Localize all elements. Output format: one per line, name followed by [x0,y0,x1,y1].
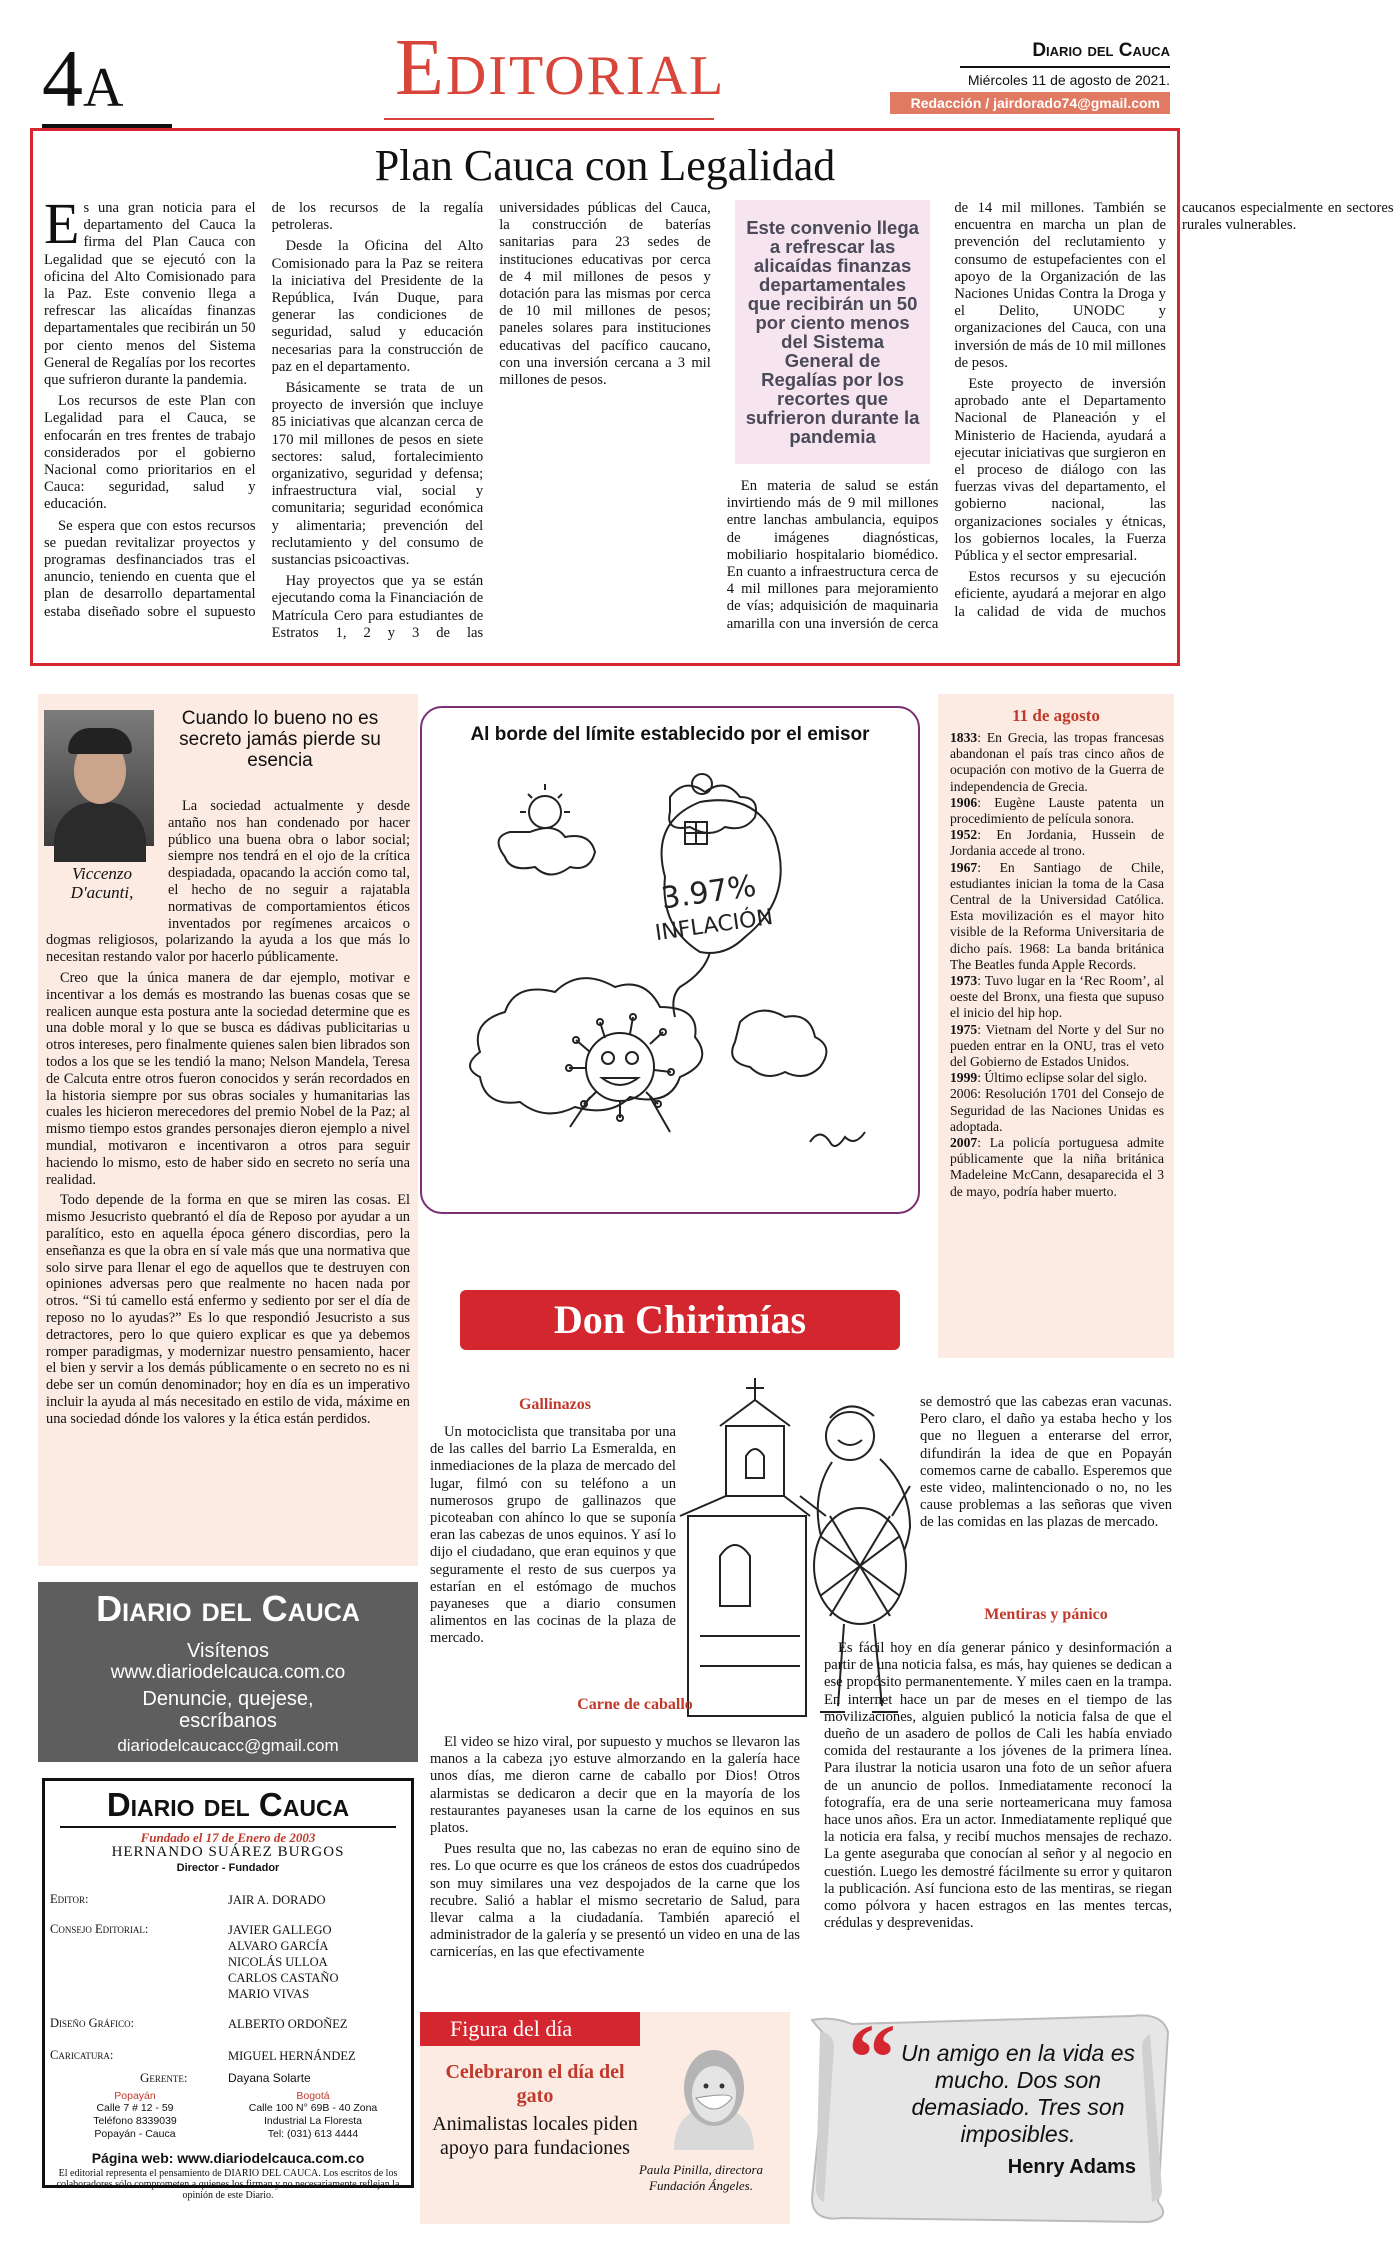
masthead-disclaimer: El editorial representa el pensamiento de DIARIO DEL CAUCA. Los escritos de los colaboradores sólo comprometen a quienes los firman y no necesariamente reflejan la opinión de este Diario. [56,2168,400,2201]
masthead-website[interactable]: Página web: www.diariodelcauca.com.co [91,2150,365,2166]
efemeride-item: 2007: La policía portuguesa admite públicamente que la niña británica Madeleine McCann, desaparecida el 3 de mayo, podría haber muerto. [950,1135,1164,1199]
editorial-pullquote: Este convenio llega a refrescar las alicaídas finanzas departamentales que recibirán un 50 por ciento menos del Sistema General de Regalías por los recortes que sufrieron durante la pandemia [735,200,931,464]
role-label-diseno: Diseño Gráfico: [50,2016,135,2030]
masthead-brand: Diario del Cauca [106,1786,350,1823]
gerente-name: Dayana Solarte [228,2071,311,2085]
opinion-body [46,798,410,1431]
efemerides-title: 11 de agosto [1012,706,1100,725]
figura-caption: Paula Pinilla, directora Fundación Ángeles. [638,2162,764,2193]
efemeride-item: 1906: Eugène Lauste patenta un procedimiento de película sonora. [950,794,1164,827]
page-suffix: A [83,57,124,119]
role-label-caricatura: Caricatura: [50,2048,114,2062]
efemeride-item: 1999: Último eclipse solar del siglo. [950,1070,1148,1086]
efemeride-item: 1975: Vietnam del Norte y del Sur no pueden entrar en la ONU, tras el veto del Gobierno de Estados Unidos. [950,1021,1164,1070]
mentiras-text: Es fácil hoy en día generar pánico y desinformación a partir de una noticia falsa, es más, hay quienes se dedican a ese propósito permanentemente. Y miles caen en la trampa. En internet hace un par de meses en el tiempo de las movilizaciones, alguien publicó la noticia falsa de que el dueño de un asadero de pollos de Cali les había enviado comida del restaurante a los jóvenes de la primera línea. Para ilustrar la noticia usaron una foto de un señor afuera de un anuncio de pollos. Inmediatamente reconocí la fotografía, era de una serie norteamericana muy famosa hace unos años. Era un actor. Inmediatamente repliqué que la noticia era falsa, y recibí muchos mensajes de rechazo. La gente aseguraba que conocían al señor y al negocio en cuestión. Luego les demostré fácilmente su error y quitaron la publicación. Así funciona esto de las mentiras, se riegan como pólvora y hacen estragos en las mentes tercas, crédulas y desprevenidas. [824,1640,1172,1932]
efemeride-item: 2006: Resolución 1701 del Consejo de Seguridad de las Naciones Unidas es adoptada. [950,1086,1164,1134]
mentiras-subtitle: Mentiras y pánico [984,1606,1108,1623]
gallinazos-subtitle: Gallinazos [518,1396,591,1413]
role-name: NICOLÁS ULLOA [228,1955,328,1969]
gallinazos-text: Un motociclista que transitaba por una de las calles del barrio La Esmeralda, en inmediaciones de la plaza de mercado del lugar, filmó con su teléfono a un numerosos grupo de gallinazos que picoteaban con ahínco lo que se suponía eran las cabezas de unos equinos. Y así lo dijo el ciudadano, que eran equinos y que seguramente el resto de sus cuerpos ya estarían en el estómago de muchos payaneses que a diario consumen alimentos en las cocinas de la plaza de mercado. [430,1424,676,1647]
figura-headline: Celebraron el día del gato [445,2061,625,2107]
chirimias-continuation: se demostró que las cabezas eran vacunas. Pero claro, el daño ya estaba hecho y los que no lleguen a enterarse del error, difundirán la idea de que en Popayán comemos carne de caballo. Esperemos que este video, malintencionado o no, no les cause problemas a las señoras que viven de las comidas en las plazas de mercado. [920,1394,1172,1531]
masthead-rule [60,1826,396,1828]
carne-caballo-subtitle: Carne de caballo [577,1696,693,1713]
role-name: JAIR A. DORADO [228,1893,326,1907]
balloon-percentage: 3.97% [659,868,759,917]
ad-visit-label: Visítenos [187,1640,269,1662]
masthead-founder: HERNANDO SUÁREZ BURGOS [111,1844,345,1860]
contact-email-bar[interactable]: Redacción / jairdorado74@gmail.com [890,92,1170,114]
editorial-paragraph: Este proyecto de inversión aprobado ante el Departamento Nacional de Planeación y el Ministerio de Hacienda, ayudará a ejecutar iniciativas que surgieron en el proceso de diálogo con las fuerzas vivas del departamento, el gobierno nacional, las organizaciones sociales y étnicas, los gobiernos locales, la Fuerza Pública y el sector empresarial. [954,376,1166,565]
editorial-body [44,191,1394,648]
role-name: ALBERTO ORDOÑEZ [228,2017,348,2031]
section-title: Editorial [395,24,726,112]
efemerides-list [950,730,1164,1200]
role-name: JAVIER GALLEGO [228,1923,332,1937]
role-name: CARLOS CASTAÑO [228,1971,339,1985]
role-name: MARIO VIVAS [228,1987,310,2001]
editorial-paragraph: Estos recursos y su ejecución eficiente, ayudará a mejorar en algo la calidad de vida de muchos caucanos especialmente en sectores rurales vulnerables. [954,200,1394,620]
quote-author: Henry Adams [1007,2156,1136,2178]
ad-website-link[interactable]: www.diariodelcauca.com.co [110,1662,346,1683]
gerente-label: Gerente: [140,2070,188,2085]
editorial-paragraph: Hay proyectos que ya se están ejecutando coma la Financiación de Matrícula Cero para estudiantes de Estratos 1, 2 y 3 de las universidades públicas del Cauca, la construcción de baterías sanitarias para 23 sedes de instituciones educativas por cerca de 4 mil millones de pesos y dotación para las mismas por cerca de 10 mil millones de pesos; paneles solares para instituciones educativas del pacífico caucano, con una inversión cercana a 3 mil millones de pesos. [271,200,711,641]
don-chirimias-title: Don Chirimías [553,1297,807,1342]
editorial-paragraph: En materia de salud se están invirtiendo más de 9 mil millones entre lanchas ambulancia, equipos de imágenes diagnósticas, mobiliario hospitalario biomédico. En cuanto a infraestructura cerca de 4 mil millones para mejoramiento de vías; adquisición de maquinaria amarilla con una inversión de cerca de 14 mil millones. También se encuentra en marcha un plan de prevención del reclutamiento y consumo de estupefacientes con el apoyo de la Organización de las Naciones Unidas Contra la Droga y el Delito, UNODC y organizaciones del Cauca, con una inversión de más de 10 mil millones de pesos. [726,200,1166,632]
figura-body: Animalistas locales piden apoyo para fundaciones [432,2113,638,2159]
efemeride-item: 1833: En Grecia, las tropas francesas abandonan el país tras cinco años de ocupación con motivo de la Guerra de independencia de Grecia. [950,730,1164,794]
carne-caballo-text: El video se hizo viral, por supuesto y muchos se llevaron las manos a la cabeza ¡yo estuve almorzando en la galería hace unos días, me dieron carne de caballo por Dios! Otros alarmistas se dedicaron a decir que en la mayoría de los restaurantes payaneses usan la carne de los equinos en sus platos. Pues resulta que no, las cabezas no eran de equino sino de res. Lo que ocurre es que los cráneos de estos dos cuadrúpedos son muy similares una vez despojados de la carne que los recubre. Salió a hablar el mismo secretario de Salud, para llevar calma a la ciudadanía. También apareció el administrador de la galería y se presentó un video en una de las carnicerías, en las que efectivamente [430,1734,800,1961]
editorial-paragraph: Es una gran noticia para el departamento del Cauca la firma del Plan Cauca con Legalidad que se ejecutó con la oficina del Alto Comisionado para la Paz. Este convenio llega a refrescar las alicaídas finanzas departamentales que recibirán un 50 por ciento menos del Sistema General de Regalías por los recortes que sufrieron durante la pandemia. [44,191,256,389]
masthead-founder-role: Director - Fundador [176,1862,280,1874]
quote-mark-icon: “ [848,2004,896,2111]
balloon-label: INFLACIÓN [653,904,775,947]
figura-portrait-photo [650,2040,778,2150]
office-bogota: Bogotá Calle 100 N° 69B - 40 Zona Industrial La Floresta Tel: (031) 613 4444 [248,2090,378,2140]
page-number: 4A [42,33,124,124]
ad-email-link[interactable]: diariodelcaucacc@gmail.com [117,1736,339,1755]
section-underline [384,118,714,120]
ad-brand: Diario del Cauca [96,1588,360,1629]
header-brand: Diario del Cauca [1032,40,1170,61]
opinion-author: Viccenzo D'acunti, [70,864,134,902]
editorial-paragraph: Los recursos de este Plan con Legalidad para el Cauca, se enfocarán en tres frentes de trabajo considerados por el gobierno Nacional como prioritarios en el Cauca: seguridad, salud y educación. [44,393,256,513]
opinion-paragraph: Creo que la única manera de dar ejemplo, motivar e incentivar a los demás es mostrando las buenas cosas que se realicen aunque esta postura ante la sociedad determine que es una doble moral y lo que se busca es dádivas publicitarias u otros intereses, pero finalmente quienes salen bien librados son todos a los que se les tendió la mano; Nelson Mandela, Teresa de Calcuta entre otros fueron conocidos y serán recordados en la historia siempre por sus obras sociales y humanitarias las cuales les hicieron merecedores del premio Nobel de la Paz; al mismo tiempo estos grandes personajes dieron ejemplo a nivel mundial, motivaron e incentivaron a otros para seguir haciendo lo mismo, esto de haber sido en secreto no sería una realidad. [46,969,410,1188]
efemeride-item: 1952: En Jordania, Hussein de Jordania accede al trono. [950,827,1164,859]
editorial-paragraph: Desde la Oficina del Alto Comisionado para la Paz se reitera la iniciativa del Presidente de la República, Iván Duque, para generar las condiciones de seguridad, salud y educación necesarias para la construcción de paz en el departamento. [271,238,484,375]
ad-denounce-text: Denuncie, quejese, escríbanos [142,1688,314,1732]
drop-cap: E [44,191,80,256]
issue-date: Miércoles 11 de agosto de 2021. [967,72,1170,88]
efemeride-item: 1973: Tuvo lugar en la ‘Rec Room’, al oeste del Bronx, una fiesta que supuso el inicio del hip hop. [950,973,1164,1021]
efemeride-item: 1967: En Santiago de Chile, estudiantes inician la toma de la Casa Central de la Universidad Católica. Esta movilización es el mayor hito visible de la Reforma Universitaria de dicho país. 1968: La banda británica The Beatles funda Apple Records. [950,859,1164,972]
role-label-consejo: Consejo Editorial: [50,1922,149,1936]
role-name: ALVARO GARCÍA [228,1939,329,1953]
cartoon-title: Al borde del límite establecido por el emisor [470,724,870,745]
opinion-paragraph: La sociedad actualmente y desde antaño nos han condenado por hacer público una buena obra o labor social; siempre nos tendrá en el ojo de la crítica despiadada, opacando la acción como tal, el hecho de no seguir a rajatabla normativas de comportamientos éticos inventados por regímenes arcaicos o dogmas religiosos, polarizando la ayuda a los que más lo necesitan restando valor por hacerlo públicamente. [46,798,410,966]
role-label-editor: Editor: [50,1892,89,1906]
editorial-title: Plan Cauca con Legalidad [374,141,836,190]
header-brand-rule [960,66,1170,68]
inflation-cartoon-illustration [440,752,900,1204]
role-name: MIGUEL HERNÁNDEZ [228,2049,356,2063]
editorial-paragraph: Se espera que con estos recursos se puedan revitalizar proyectos y programas desfinanciados tras el anuncio, teniendo en cuenta que el plan de desarrollo departamental estaba diseñado sobre el supuesto de los recursos de la regalía petroleras. [44,200,484,620]
quote-text: Un amigo en la vida es mucho. Dos son demasiado. Tres son imposibles. [901,2040,1135,2147]
opinion-title: Cuando lo bueno no es secreto jamás pierde su esencia [179,708,381,771]
masthead-founded: Fundado el 17 de Enero de 2003 [140,1830,316,1845]
opinion-paragraph: Todo depende de la forma en que se miren las cosas. El mismo Jesucristo quebrantó el día de Reposo por ayudar a un paralítico, esto en aquella época género discordias, pero la enseñanza es que la obra en sí vale más que una normativa que solo sirve para llenar el ego de aquellos que te destruyen con opiniones adversas pero que realmente no hacen nada por otros. “Si tú camello está enfermo y sediento por ser el día de reposo no lo ayudas?” Es lo que respondió Jesucristo a sus detractores, pero lo que quiero explicar es que ya debemos romper paradigmas, y modernizar nuestro pensamiento, hacer el bien y servir a los demás públicamente o en secreto no es ni debe ser un común denominador; hoy en día es un imperativo incluir la ayuda al más necesitado en estilo de vida, máxime en una sociedad dónde los valores y la ética están perdidos. [46,1192,410,1427]
editorial-paragraph: Básicamente se trata de un proyecto de inversión que incluye 85 iniciativas que alcanzan cerca de 170 mil millones de pesos en siete sectores: salud, fortalecimiento organizativo, seguridad y defensa; infraestructura vial, social y comunitaria; seguridad económica y alimentaria; prevención del reclutamiento y del consumo de sustancias psicoactivas. [271,380,484,569]
photo-wrap-spacer [46,798,168,926]
figura-del-dia-banner: Figura del día [420,2012,640,2046]
office-popayan: Popayán Calle 7 # 12 - 59 Teléfono 8339039 Popayán - Cauca [93,2090,177,2140]
